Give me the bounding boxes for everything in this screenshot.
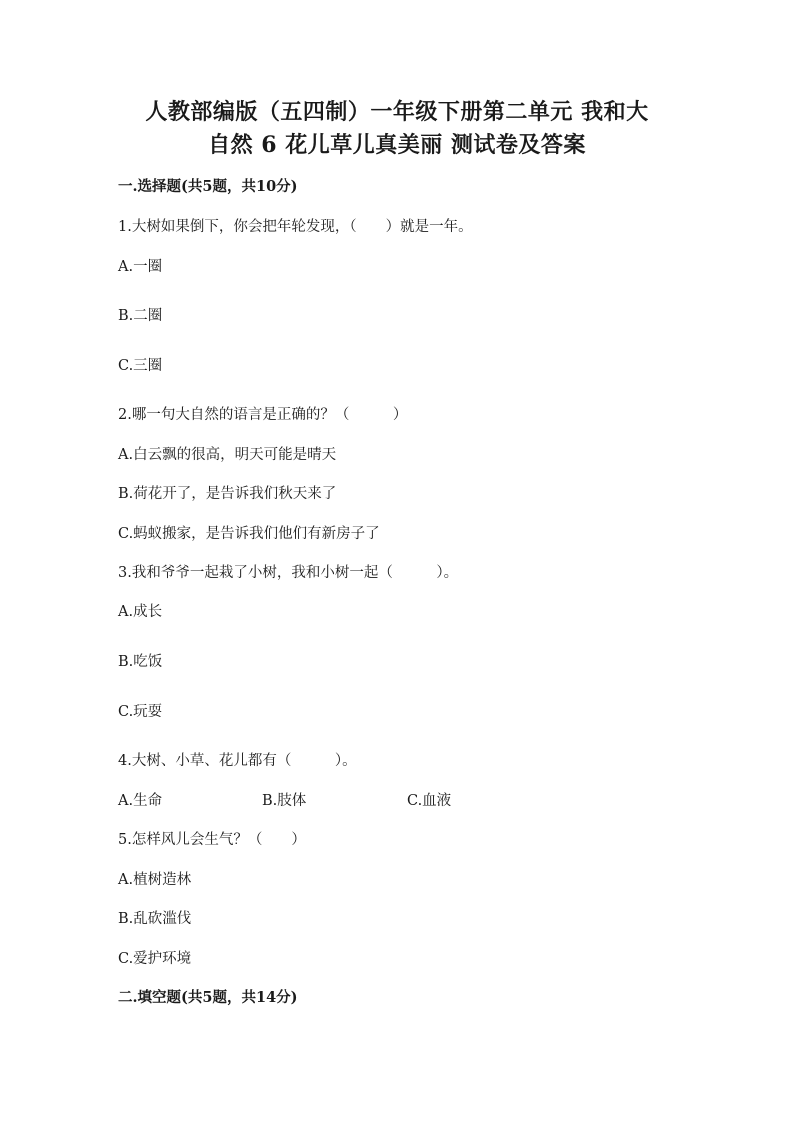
question-4-stem: 4.大树、小草、花儿都有（ ）。 [118,753,357,769]
question-3-option-b: B.吃饭 [118,654,163,670]
section-heading-fill-in: 二.填空题(共5题，共14分) [118,989,298,1006]
question-3-stem: 3.我和爷爷一起栽了小树，我和小树一起（ ）。 [118,565,459,581]
question-1-option-a: A.一圈 [118,259,163,275]
question-3-option-a: A.成长 [118,604,163,620]
question-2-option-c: C.蚂蚁搬家，是告诉我们他们有新房子了 [118,526,380,542]
question-4-option-a: A.生命 [118,793,163,809]
question-1-option-b: B.二圈 [118,308,163,324]
question-4-option-b: B.肢体 [262,793,307,809]
question-5-option-b: B.乱砍滥伐 [118,911,192,927]
question-5-option-c: C.爱护环境 [118,951,192,967]
question-2-option-b: B.荷花开了，是告诉我们秋天来了 [118,486,337,502]
question-1-stem: 1.大树如果倒下，你会把年轮发现，（ ）就是一年。 [118,219,473,235]
page-title-line-2: 自然 6 花儿草儿真美丽 测试卷及答案 [208,132,586,158]
page-title-line-1: 人教部编版（五四制）一年级下册第二单元 我和大 [145,99,649,125]
question-3-option-c: C.玩耍 [118,704,163,720]
section-heading-choice: 一.选择题(共5题，共10分) [118,178,298,195]
question-1-option-c: C.三圈 [118,358,163,374]
question-5-option-a: A.植树造林 [118,872,192,888]
question-2-option-a: A.白云飘的很高，明天可能是晴天 [118,447,337,463]
question-5-stem: 5.怎样风儿会生气？（ ） [118,832,306,848]
question-4-option-c: C.血液 [407,793,452,809]
question-2-stem: 2.哪一句大自然的语言是正确的？（ ） [118,407,408,423]
